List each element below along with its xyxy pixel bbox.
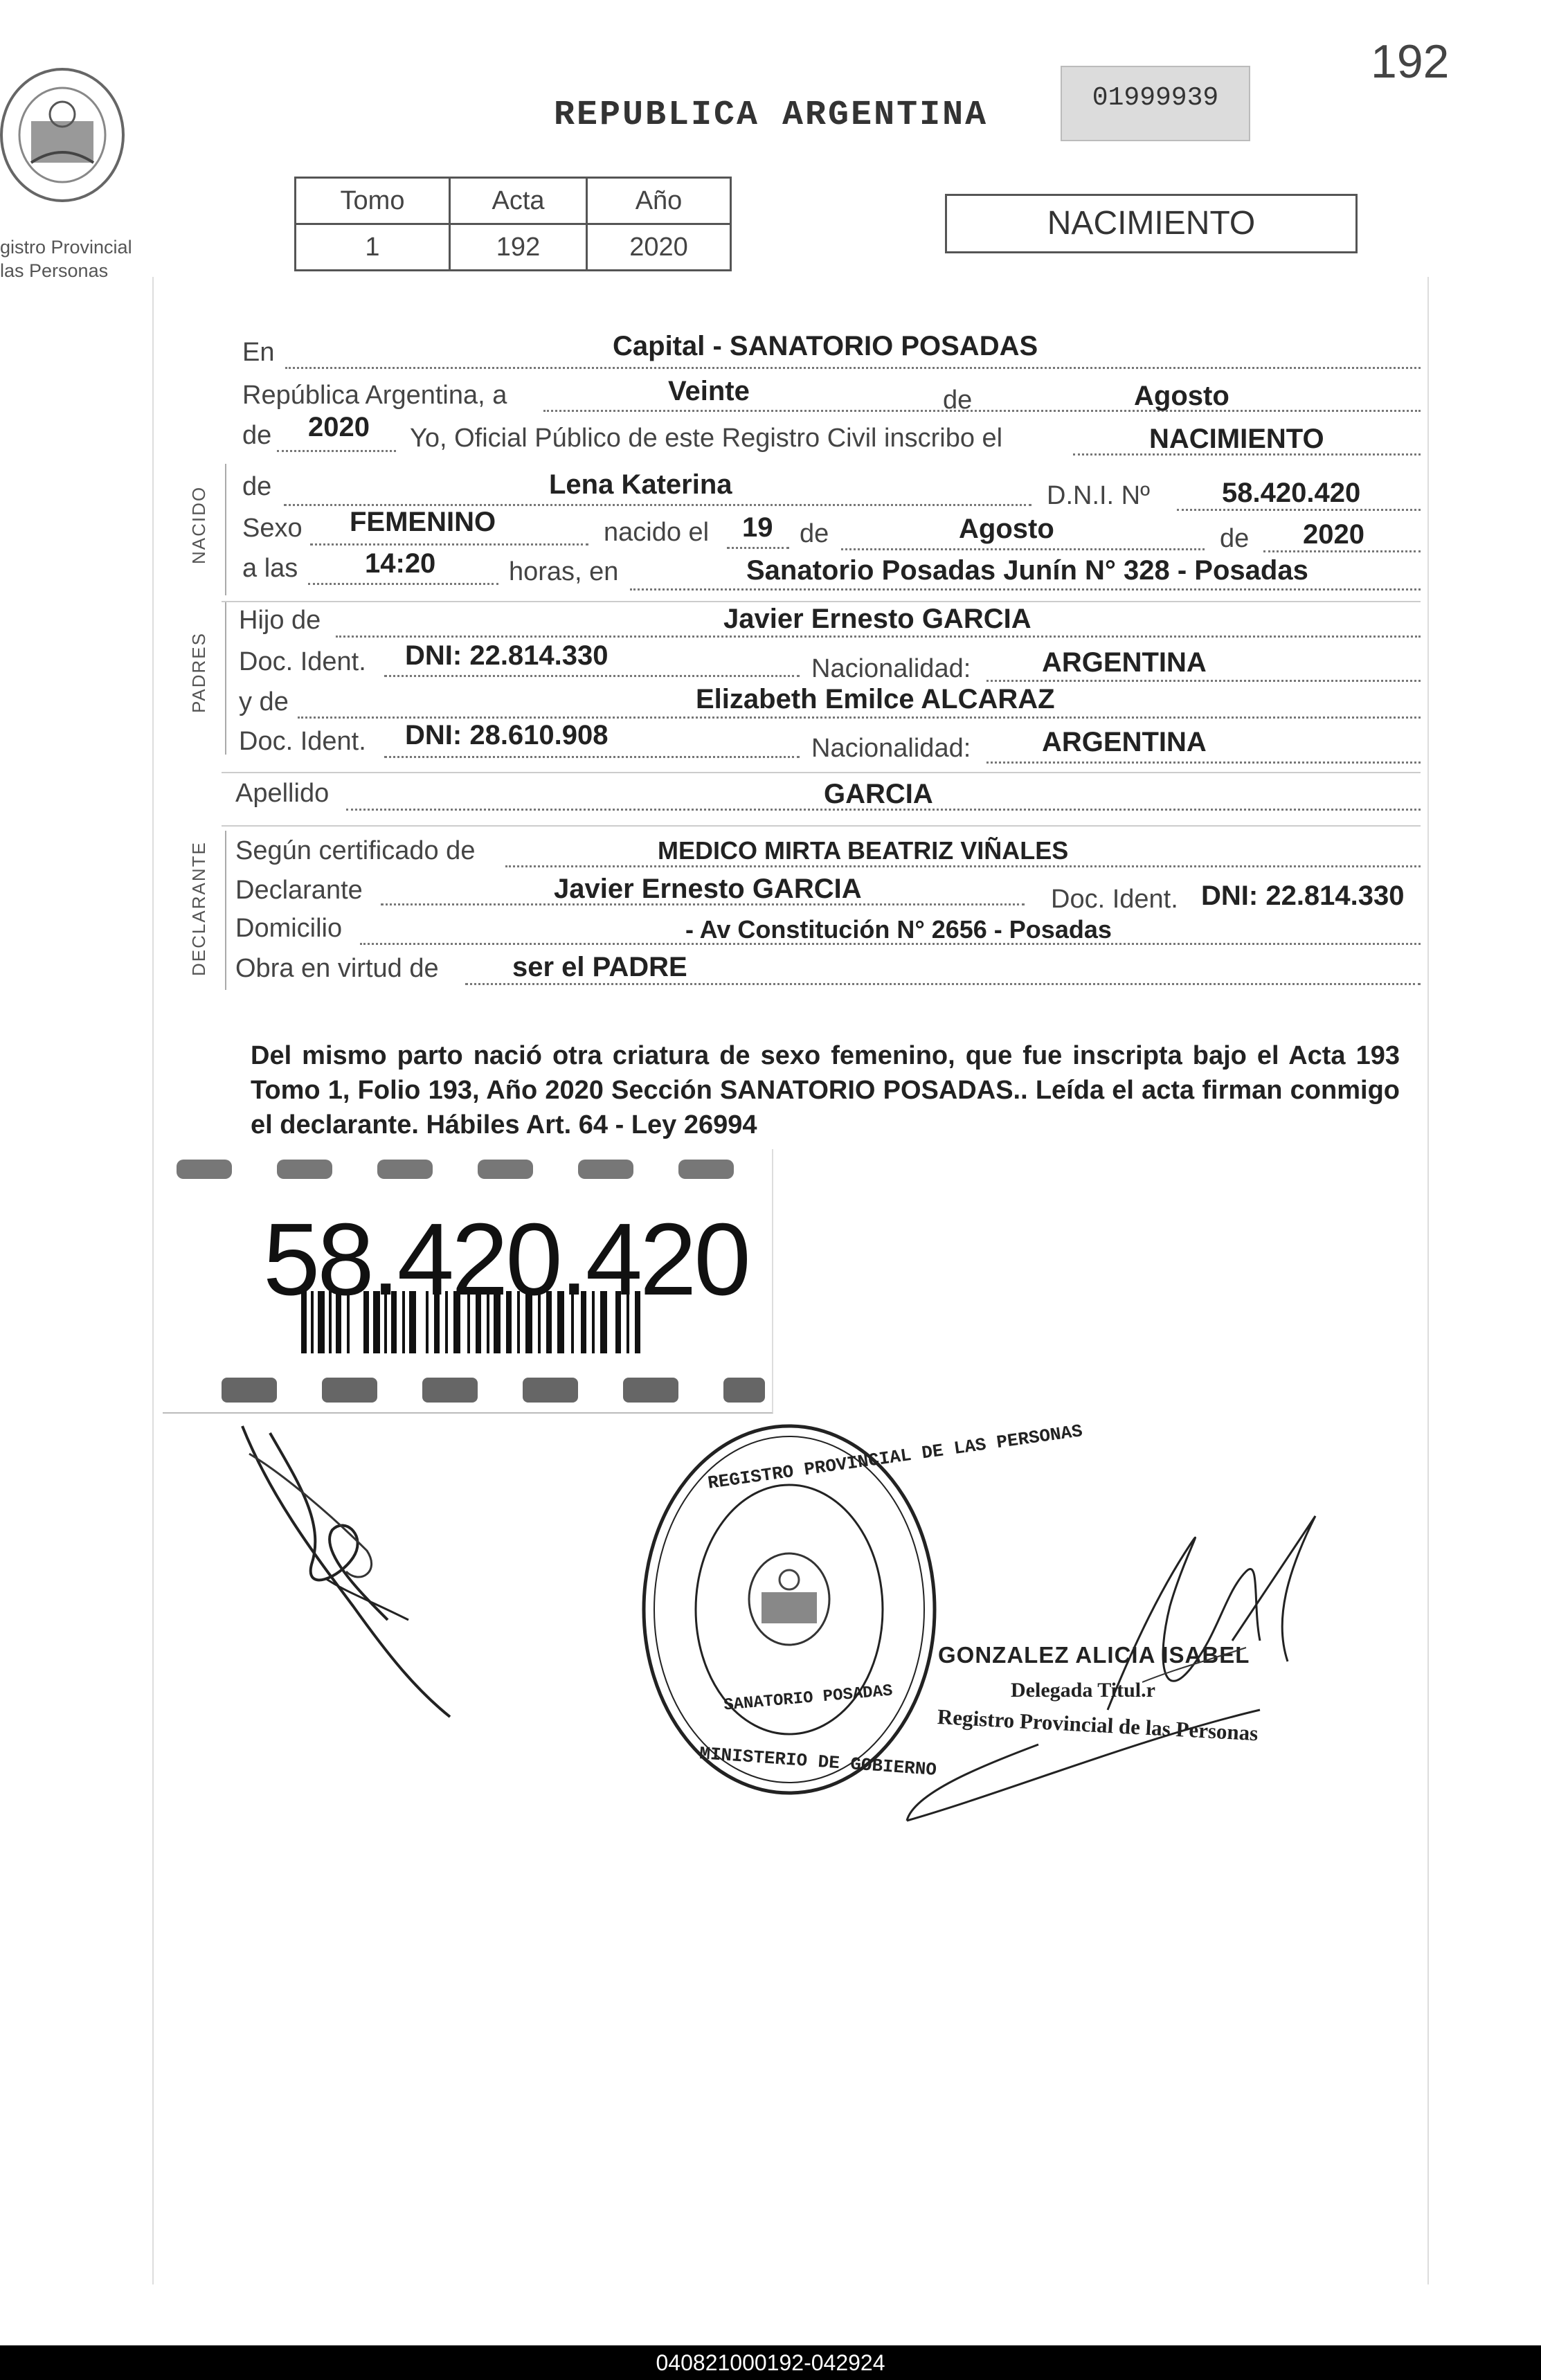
section-divider xyxy=(225,831,226,990)
sexo-label: Sexo xyxy=(242,514,303,543)
table-header-acta: Acta xyxy=(450,178,587,224)
domicilio-value: - Av Constitución N° 2656 - Posadas xyxy=(685,915,1112,944)
republica-label: República Argentina, a xyxy=(242,381,507,410)
section-separator xyxy=(222,825,1421,827)
registration-year: 2020 xyxy=(308,412,370,442)
page-number: 192 xyxy=(1371,35,1450,88)
de-label: de xyxy=(800,519,829,548)
de-label: de xyxy=(242,472,272,501)
dotted-line xyxy=(986,680,1421,682)
dotted-line xyxy=(310,543,588,546)
father-doc: DNI: 22.814.330 xyxy=(405,640,609,671)
official-title: Delegada Titul.r xyxy=(1011,1679,1155,1702)
dotted-line xyxy=(505,865,1421,867)
birth-day: 19 xyxy=(742,512,773,543)
left-margin-line xyxy=(152,277,154,2284)
stamp-inner-text: SANATORIO POSADAS xyxy=(723,1682,894,1715)
document-title: REPUBLICA ARGENTINA xyxy=(554,96,989,135)
table-value-anio: 2020 xyxy=(587,224,731,271)
certificado-value: MEDICO MIRTA BEATRIZ VIÑALES xyxy=(658,836,1069,865)
horas-label: horas, en xyxy=(509,557,619,586)
hijo-label: Hijo de xyxy=(239,606,321,635)
registration-month: Agosto xyxy=(1134,381,1229,411)
birth-month: Agosto xyxy=(959,514,1054,544)
logo-caption-line1: gistro Provincial xyxy=(0,237,132,258)
serial-number-label: 01999939 xyxy=(1061,66,1250,141)
dotted-line xyxy=(1177,509,1421,511)
dotted-line xyxy=(727,547,789,549)
stamp-ring-text: REGISTRO PROVINCIAL DE LAS PERSONAS xyxy=(706,1421,1084,1494)
official-signature xyxy=(900,1502,1343,1834)
mother-name: Elizabeth Emilce ALCARAZ xyxy=(696,684,1055,714)
table-header-anio: Año xyxy=(587,178,731,224)
province-seal-logo xyxy=(0,66,132,204)
domicilio-label: Domicilio xyxy=(235,914,343,943)
logo-caption-line2: las Personas xyxy=(0,260,109,281)
registration-place: Capital - SANATORIO POSADAS xyxy=(613,331,1038,361)
sticker-dni-number: 58.420.420 xyxy=(263,1202,748,1317)
official-name: GONZALEZ ALICIA ISABEL xyxy=(938,1642,1250,1668)
footer-id: 040821000192-042924 xyxy=(0,2345,1541,2380)
mother-nationality: ARGENTINA xyxy=(1042,727,1207,757)
record-type-box: NACIMIENTO xyxy=(945,194,1358,253)
doc-label: Doc. Ident. xyxy=(239,647,366,676)
dotted-line xyxy=(841,548,1205,550)
child-sex: FEMENINO xyxy=(350,507,496,537)
dotted-line xyxy=(384,675,800,677)
section-separator xyxy=(222,772,1421,773)
certificado-label: Según certificado de xyxy=(235,836,476,865)
additional-note: Del mismo parto nació otra criatura de sexo femenino, que fue inscripta bajo el Acta 193 Tomo 1, Folio 193, Año 2020 Sección SANATORIO POSADAS.. Leída el acta firman conmigo el declarante. Hábiles Art. 64 - Ley 26994 xyxy=(251,1041,1400,1139)
official-office: Registro Provincial de las Personas xyxy=(937,1704,1259,1746)
obra-label: Obra en virtud de xyxy=(235,954,439,983)
alas-label: a las xyxy=(242,554,298,583)
child-dni: 58.420.420 xyxy=(1222,478,1361,508)
section-label-nacido: NACIDO xyxy=(188,485,209,564)
dotted-line xyxy=(630,588,1421,591)
birth-time: 14:20 xyxy=(365,548,436,579)
dotted-line xyxy=(308,583,498,585)
birth-place: Sanatorio Posadas Junín N° 328 - Posadas xyxy=(746,555,1308,586)
mother-doc: DNI: 28.610.908 xyxy=(405,720,609,750)
apellido-value: GARCIA xyxy=(824,779,933,809)
dni-label: D.N.I. Nº xyxy=(1047,481,1150,510)
section-label-padres: PADRES xyxy=(188,632,209,713)
child-name: Lena Katerina xyxy=(549,469,732,500)
dotted-line xyxy=(284,504,1031,506)
father-nationality: ARGENTINA xyxy=(1042,647,1207,678)
year-prefix-label: de xyxy=(242,421,272,450)
dotted-line xyxy=(298,716,1421,719)
nacionalidad-label: Nacionalidad: xyxy=(811,654,971,683)
yde-label: y de xyxy=(239,687,289,716)
father-name: Javier Ernesto GARCIA xyxy=(723,604,1031,634)
table-header-tomo: Tomo xyxy=(296,178,450,224)
dotted-line xyxy=(986,761,1421,764)
birth-year: 2020 xyxy=(1303,519,1364,550)
dotted-line xyxy=(384,756,800,758)
declarante-name: Javier Ernesto GARCIA xyxy=(554,874,862,904)
dotted-line xyxy=(285,367,1421,369)
apellido-label: Apellido xyxy=(235,779,330,808)
doc-label: Doc. Ident. xyxy=(1051,885,1178,914)
logo-caption xyxy=(0,235,132,282)
registry-table xyxy=(294,177,732,271)
day-in-words: Veinte xyxy=(668,376,750,406)
section-separator xyxy=(222,601,1421,602)
en-label: En xyxy=(242,338,275,367)
obra-value: ser el PADRE xyxy=(512,952,687,982)
declarante-doc: DNI: 22.814.330 xyxy=(1201,881,1405,911)
dotted-line xyxy=(465,983,1421,985)
table-value-acta: 192 xyxy=(450,224,587,271)
de-label: de xyxy=(943,386,973,415)
declarant-signature xyxy=(228,1412,471,1731)
nacionalidad-label: Nacionalidad: xyxy=(811,734,971,763)
dotted-line xyxy=(543,410,1421,412)
de-label: de xyxy=(1220,524,1250,553)
inscribe-type: NACIMIENTO xyxy=(1149,424,1324,454)
right-margin-line xyxy=(1427,277,1429,2284)
dotted-line xyxy=(1263,550,1421,552)
nacido-label: nacido el xyxy=(604,518,710,547)
statement-text: Yo, Oficial Público de este Registro Civil inscribo el xyxy=(410,424,1003,453)
doc-label: Doc. Ident. xyxy=(239,727,366,756)
dotted-line xyxy=(277,450,396,452)
stamp-bottom-text: MINISTERIO DE GOBIERNO xyxy=(699,1743,937,1781)
section-divider xyxy=(225,464,226,595)
section-divider xyxy=(225,602,226,755)
declarante-label: Declarante xyxy=(235,876,363,905)
section-label-declarante: DECLARANTE xyxy=(188,841,209,976)
table-value-tomo: 1 xyxy=(296,224,450,271)
dotted-line xyxy=(336,635,1421,638)
